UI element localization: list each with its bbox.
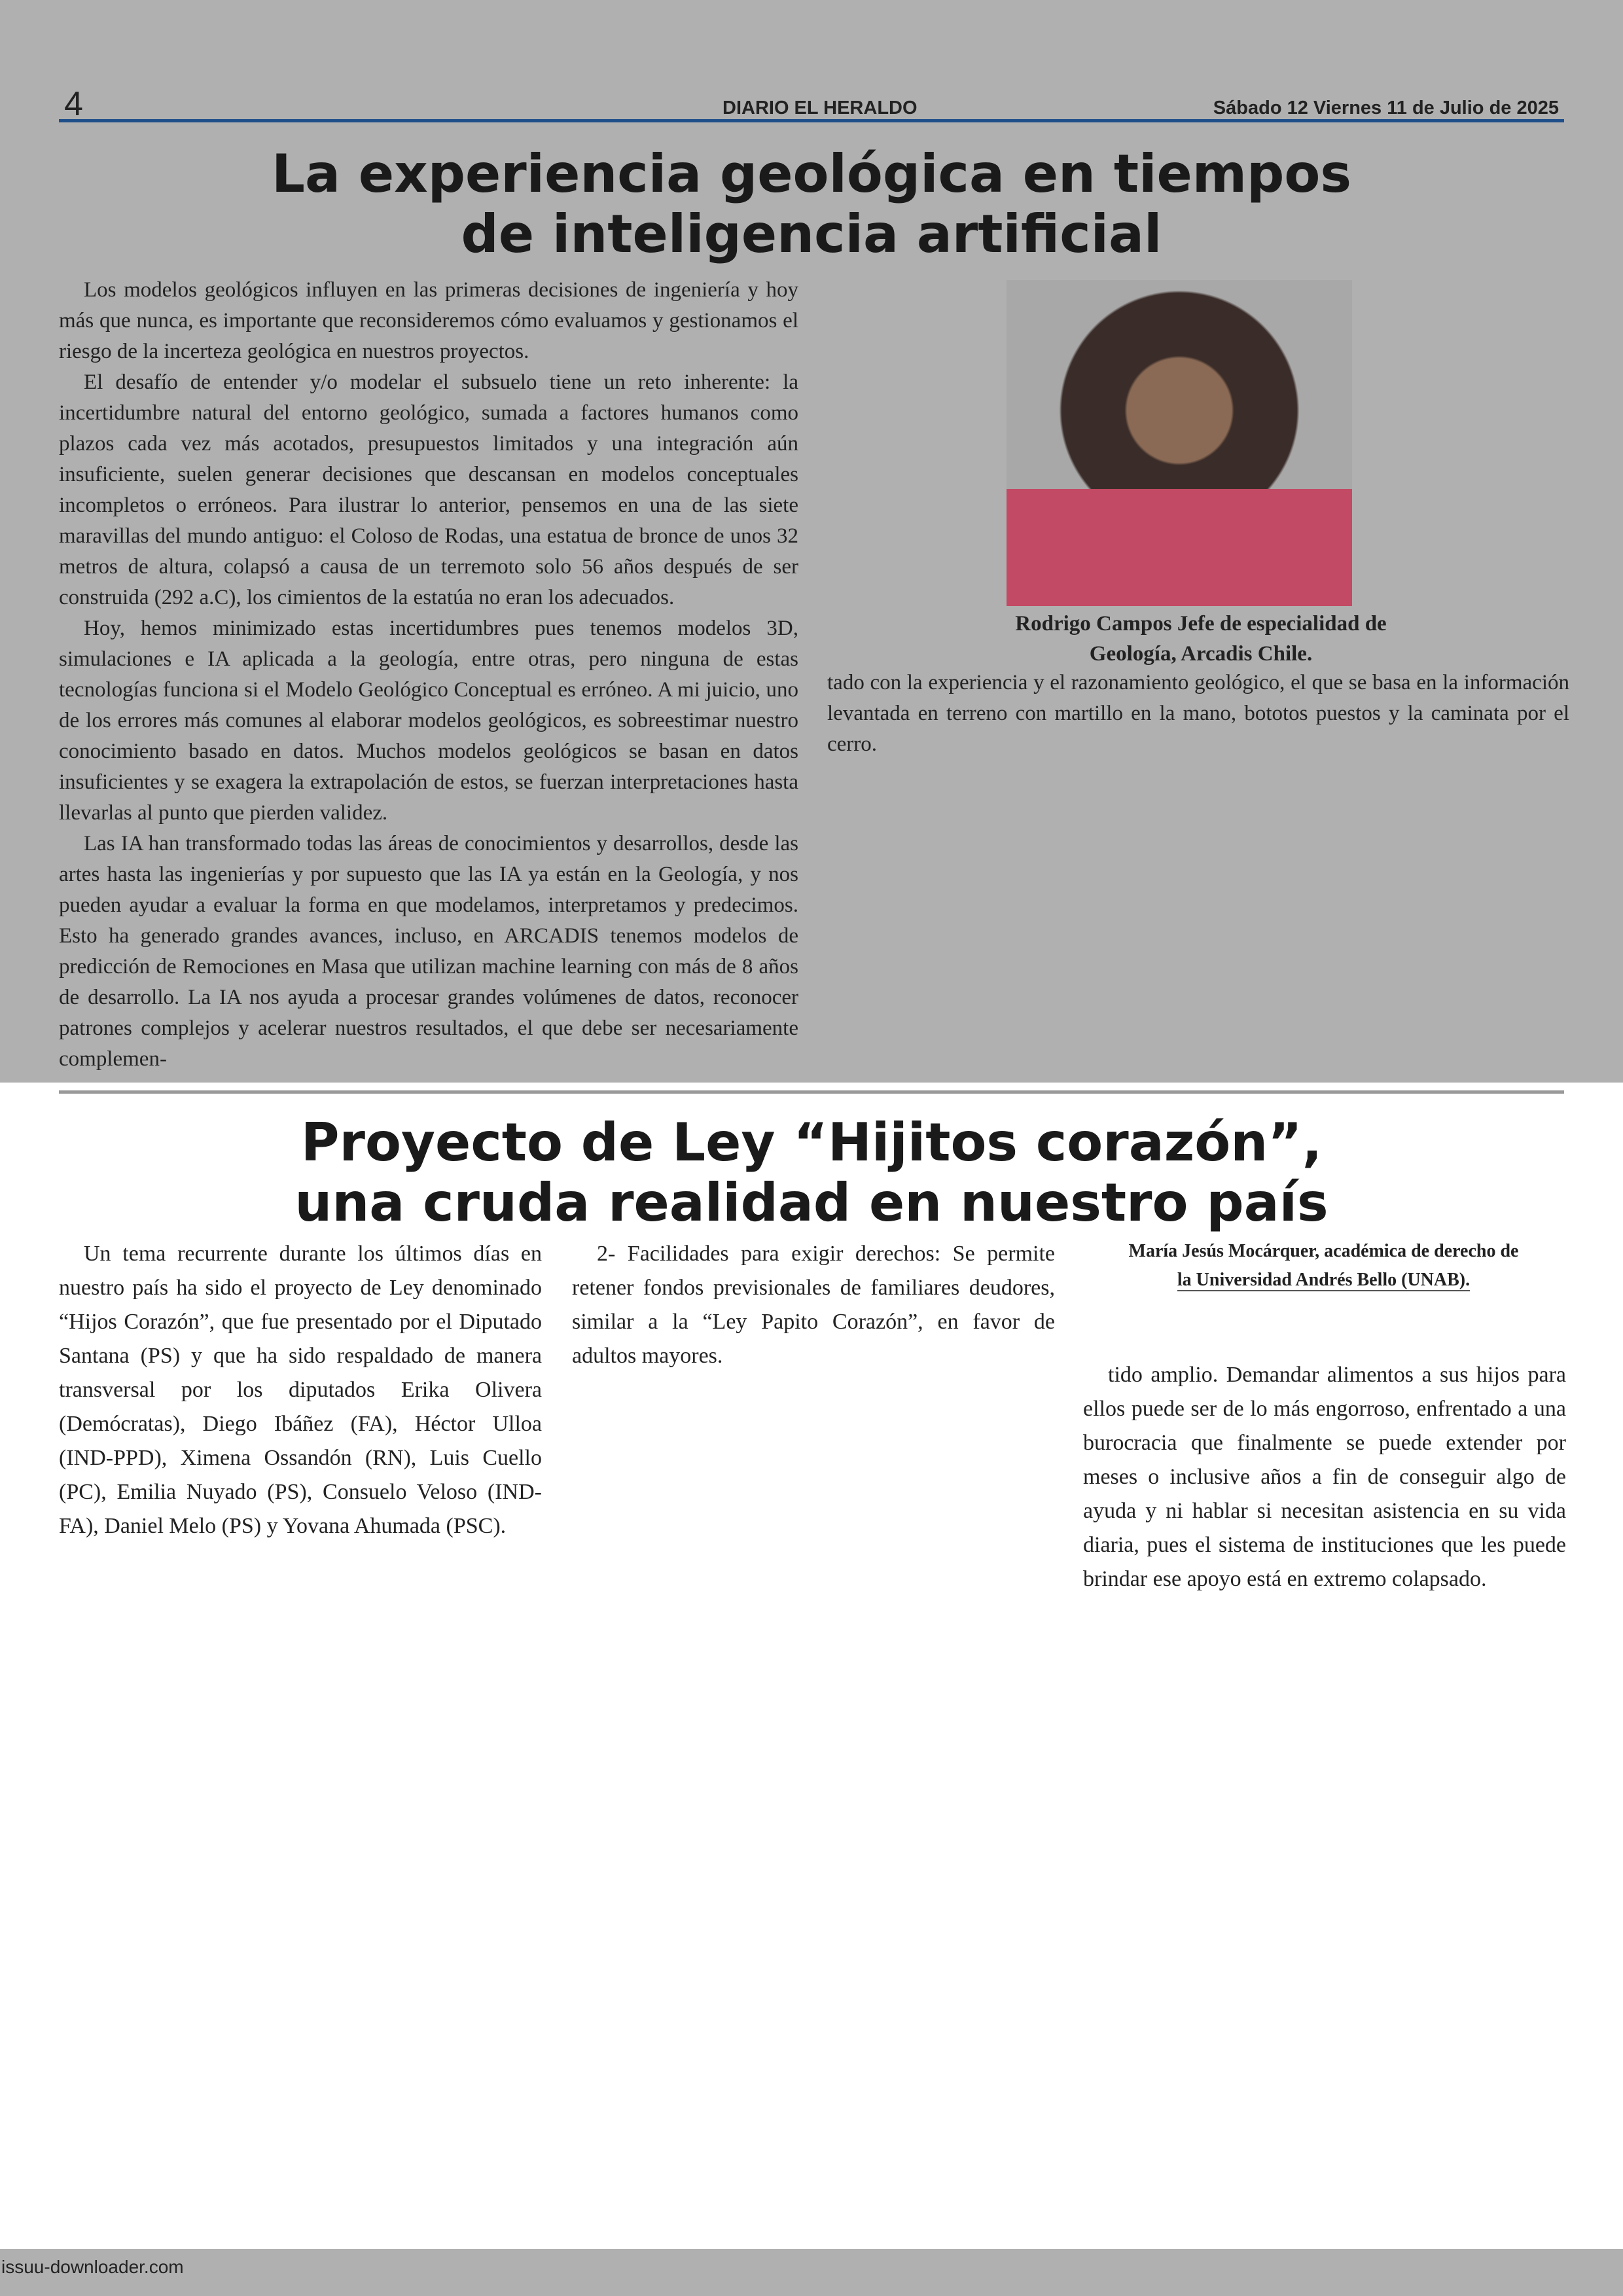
- article2-title: Proyecto de Ley “Hijitos corazón”, una cruda realidad en nuestro país: [294, 1112, 1329, 1233]
- page-header: [59, 85, 1564, 123]
- article1-title: La experiencia geológica en tiempos de inteligencia artificial: [272, 143, 1351, 264]
- article2-column-3: [1083, 1358, 1566, 1596]
- section-divider: [59, 1090, 1564, 1094]
- issue-date: Sábado 12 Viernes 11 de Julio de 2025: [1213, 98, 1559, 118]
- paragraph: Hoy, hemos minimizado estas incertidumbres pues tenemos modelos 3D, simulaciones e IA aplicada a la geología, entre otras, pero ninguna de estas tecnologías funciona si el Modelo Geológico Conceptual es erróneo. A mi juicio, uno de los errores más comunes al elaborar modelos geológicos, es sobreestimar nuestro conocimiento basado en datos. Muchos modelos geológicos se basan en datos insuficientes y se exagera la extrapolación de estos, se fuerzan interpretaciones hasta llevarlas al punto que pierden validez.: [59, 617, 798, 825]
- newspaper-name: DIARIO EL HERALDO: [722, 98, 918, 118]
- article2-byline: María Jesús Mocárquer, académica de derecho de la Universidad Andrés Bello (UNAB).: [1128, 1241, 1519, 1290]
- watermark: issuu-downloader.com: [0, 2249, 1623, 2296]
- author-photo: [1007, 280, 1352, 606]
- article2-column-2: [572, 1237, 1055, 1373]
- paragraph: 2- Facilidades para exigir derechos: Se permite retener fondos previsionales de familiares deudores, similar a la “Ley Papito Corazón”, en favor de adultos mayores.: [572, 1242, 1055, 1368]
- paragraph: tido amplio. Demandar alimentos a sus hijos para ellos puede ser de lo más engorroso, enfrentado a una burocracia que finalmente se puede extender por meses o inclusive años a fin de conseguir algo de ayuda y ni hablar si necesitan asistencia en su vida diaria, pues el sistema de instituciones que les puede brindar ese apoyo está en extremo colapsado.: [1083, 1363, 1566, 1591]
- page-number: 4: [64, 85, 83, 123]
- article1-column-2: tado con la experiencia y el razonamiento geológico, el que se basa en la información levantada en terreno con martillo en la mano, bototos puestos y la caminata por el cerro.: [827, 671, 1569, 756]
- paragraph: Las IA han transformado todas las áreas de conocimientos y desarrollos, desde las artes hasta las ingenierías y por supuesto que las IA ya están en la Geología, y nos pueden ayudar a evaluar la forma en que modelamos, interpretamos y predecimos. Esto ha generado grandes avances, incluso, en ARCADIS tenemos modelos de predicción de Remociones en Masa que utilizan machine learning con más de 8 años de desarrollo. La IA nos ayuda a procesar grandes volúmenes de datos, reconocer patrones complejos y acelerar nuestros resultados, el que debe ser necesariamente complemen-: [59, 832, 798, 1071]
- paragraph: El desafío de entender y/o modelar el subsuelo tiene un reto inherente: la incertidumbre natural del entorno geológico, sumada a factores humanos como plazos cada vez más acotados, presupuestos limitados y una integración aún insuficiente, suelen generar decisiones que descansan en modelos conceptuales incompletos o erróneos. Para ilustrar lo anterior, pensemos en una de las siete maravillas del mundo antiguo: el Coloso de Rodas, una estatua de bronce de unos 32 metros de altura, colapsó a causa de un terremoto solo 56 años después de ser construida (292 a.C), los cimientos de la estatúa no eran los adecuados.: [59, 370, 798, 609]
- photo-caption: Rodrigo Campos Jefe de especialidad de Geología, Arcadis Chile.: [1015, 612, 1387, 666]
- article1-column-1: [59, 275, 798, 1075]
- article2-column-1: [59, 1237, 542, 1543]
- paragraph: Los modelos geológicos influyen en las primeras decisiones de ingeniería y hoy más que nunca, es importante que reconsideremos cómo evaluamos y gestionamos el riesgo de la incerteza geológica en nuestros proyectos.: [59, 278, 798, 363]
- paragraph: Un tema recurrente durante los últimos días en nuestro país ha sido el proyecto de Ley denominado “Hijos Corazón”, que fue presentado por el Diputado Santana (PS) y que ha sido respaldado de manera transversal por los diputados Erika Olivera (Demócratas), Diego Ibáñez (FA), Héctor Ulloa (IND-PPD), Ximena Ossandón (RN), Luis Cuello (PC), Emilia Nuyado (PS), Consuelo Veloso (IND-FA), Daniel Melo (PS) y Yovana Ahumada (PSC).: [59, 1242, 542, 1538]
